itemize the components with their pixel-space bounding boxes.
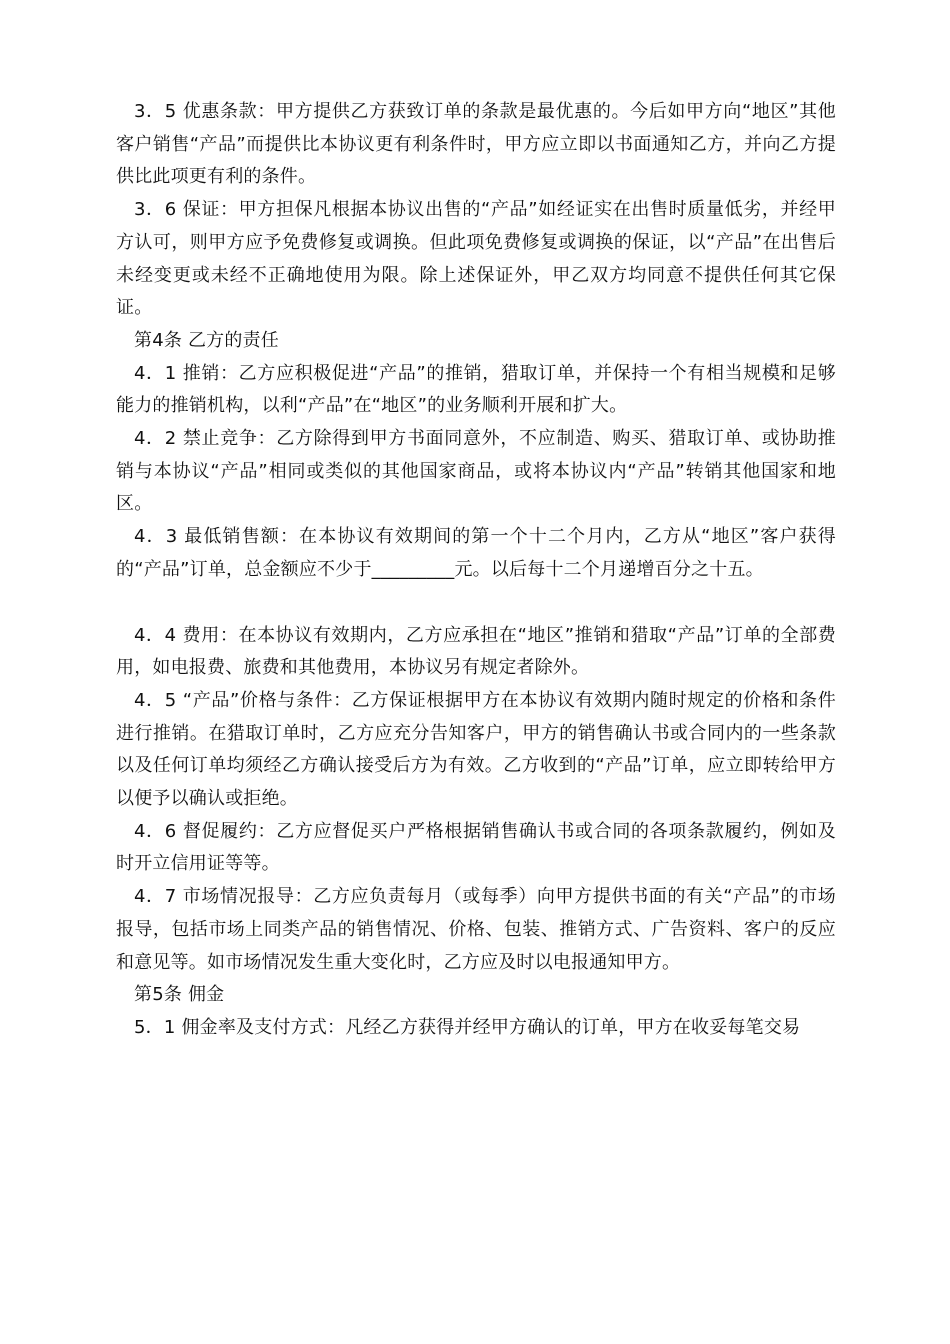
clause-4-2: 4．2 禁止竞争：乙方除得到甲方书面同意外，不应制造、购买、猎取订单、或协助推销与本协议“产品”相同或类似的其他国家商品，或将本协议内“产品”转销其他国家和地区。 [116,428,836,515]
clause-4-4: 4．4 费用：在本协议有效期内，乙方应承担在“地区”推销和猎取“产品”订单的全部费用，如电报费、旅费和其他费用，本协议另有规定者除外。 [116,624,836,679]
clause-3-6: 3．6 保证：甲方担保凡根据本协议出售的“产品”如经证实在出售时质量低劣，并经甲方认可，则甲方应予免费修复或调换。但此项免费修复或调换的保证，以“产品”在出售后未经变更或未经不正确地使用为限。除上述保证外，甲乙双方均同意不提供任何其它保证。 [116,199,836,319]
clause-5-1: 5．1 佣金率及支付方式：凡经乙方获得并经甲方确认的订单，甲方在收妥每笔交易 [134,1016,801,1038]
clause-3-5: 3．5 优惠条款：甲方提供乙方获致订单的条款是最优惠的。今后如甲方向“地区”其他客户销售“产品”而提供比本协议更有利条件时，甲方应立即以书面通知乙方，并向乙方提供比此项更有利的条件。 [116,101,836,188]
clause-4-1: 4．1 推销：乙方应积极促进“产品”的推销，猎取订单，并保持一个有相当规模和足够能力的推销机构，以利“产品”在“地区”的业务顺利开展和扩大。 [116,362,836,417]
clause-4-3: 4．3 最低销售额：在本协议有效期间的第一个十二个月内，乙方从“地区”客户获得的“产品”订单，总金额应不少于_________元。以后每十二个月递增百分之十五。 [116,526,836,580]
article-5-heading: 第5条 佣金 [134,984,225,1006]
clause-4-7: 4．7 市场情况报导：乙方应负责每月（或每季）向甲方提供书面的有关“产品”的市场报导，包括市场上同类产品的销售情况、价格、包装、推销方式、广告资料、客户的反应和意见等。如市场情况发生重大变化时，乙方应及时以电报通知甲方。 [116,886,836,973]
document-page [116,96,836,1045]
clause-4-6: 4．6 督促履约：乙方应督促买户严格根据销售确认书或合同的各项条款履约，例如及时开立信用证等等。 [116,820,836,875]
blank-line [116,587,836,620]
article-4-heading: 第4条 乙方的责任 [134,329,279,351]
clause-4-5: 4．5 “产品”价格与条件：乙方保证根据甲方在本协议有效期内随时规定的价格和条件进行推销。在猎取订单时，乙方应充分告知客户，甲方的销售确认书或合同内的一些条款以及任何订单均须经乙方确认接受后方为有效。乙方收到的“产品”订单，应立即转给甲方以便予以确认或拒绝。 [116,689,836,810]
